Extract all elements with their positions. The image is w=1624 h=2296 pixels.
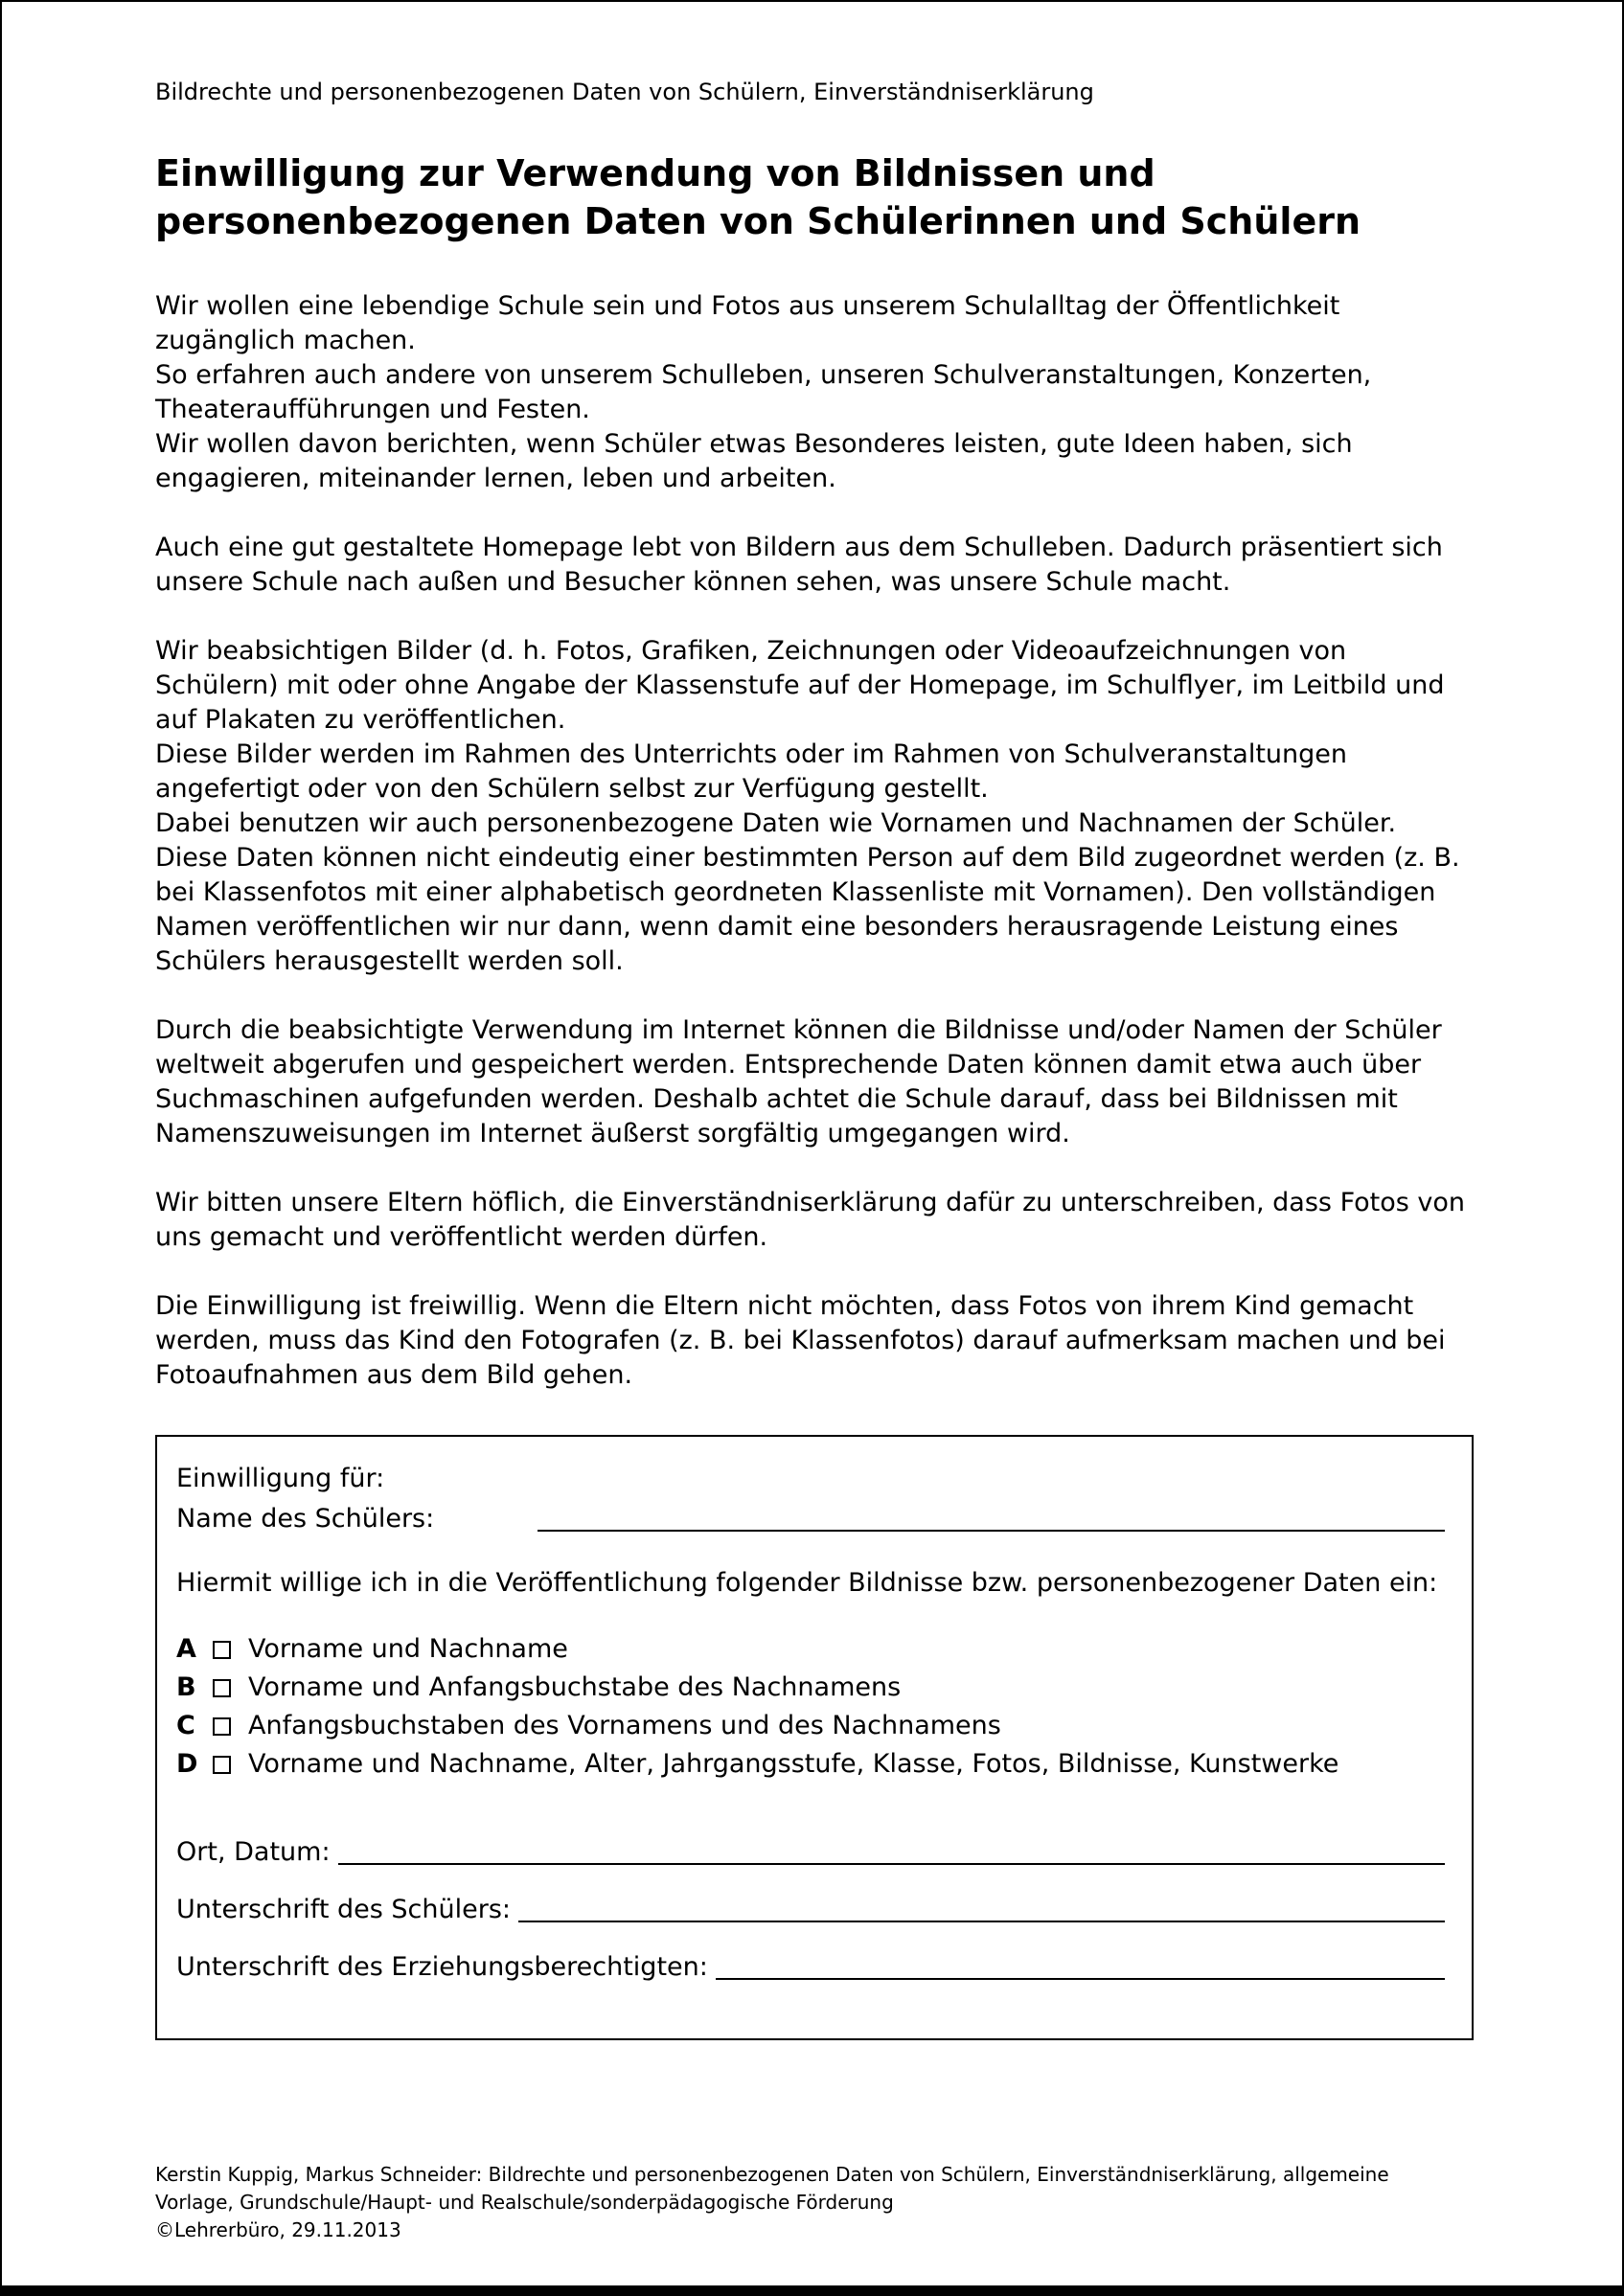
paragraph-sentence: Dabei benutzen wir auch personenbezogene Daten wie Vornamen und Nachnamen der Schüler. Diese Daten können nicht eindeutig einer bestimmten Person auf dem Bild zugeordnet werden (z. B. bei Klassenfotos mit einer alphabetisch geordneten Klassenliste mit Vornamen). Den vollständigen Namen veröffentlichen wir nur dann, wenn damit eine besonders herausragende Leistung eines Schülers herausgestellt werden soll. — [155, 808, 1460, 977]
unterschrift-erziehungsberechtigte-input-line[interactable] — [716, 1978, 1445, 1980]
unterschrift-erziehungsberechtigte-label: Unterschrift des Erziehungsberechtigten: — [176, 1952, 708, 1983]
paragraph-sentence: Diese Bilder werden im Rahmen des Unterrichts oder im Rahmen von Schulveranstaltungen angefertigt oder von den Schülern selbst zur Verfügung gestellt. — [155, 739, 1347, 805]
paragraph-sentence: Durch die beabsichtigte Verwendung im Internet können die Bildnisse und/oder Namen der Schüler weltweit abgerufen und gespeichert werden. Entsprechende Daten können damit etwa auch über Suchmaschinen aufgefunden werden. Deshalb achtet die Schule darauf, dass bei Bildnissen mit Namenszuweisungen im Internet äußerst sorgfältig umgegangen wird. — [155, 1015, 1442, 1149]
paragraph-sentence: Auch eine gut gestaltete Homepage lebt von Bildern aus dem Schulleben. Dadurch präsentiert sich unsere Schule nach außen und Besucher können sehen, was unsere Schule macht. — [155, 533, 1443, 598]
option-letter-d: D — [176, 1749, 198, 1780]
paragraph-sentence: Wir wollen davon berichten, wenn Schüler etwas Besonderes leisten, gute Ideen haben, sich engagieren, miteinander lernen, leben und arbeiten. — [155, 429, 1353, 494]
option-label-b: Vorname und Anfangsbuchstabe des Nachnamens — [248, 1672, 902, 1703]
checkbox-d[interactable] — [213, 1756, 231, 1774]
option-label-a: Vorname und Nachname — [248, 1634, 568, 1665]
checkbox-b[interactable] — [213, 1679, 231, 1697]
option-letter-c: C — [176, 1711, 195, 1741]
paragraph — [155, 1013, 1474, 1151]
unterschrift-schueler-row — [176, 1883, 1445, 1929]
checkbox-c[interactable] — [213, 1717, 231, 1736]
option-label-c: Anfangsbuchstaben des Vornamens und des Nachnamens — [248, 1711, 1001, 1741]
paragraph-sentence: Wir bitten unsere Eltern höflich, die Einverständniserklärung dafür zu unterschreiben, dass Fotos von uns gemacht und veröffentlicht werden dürfen. — [155, 1188, 1466, 1253]
title-line-1: Einwilligung zur Verwendung von Bildnissen und — [155, 152, 1155, 194]
ort-datum-row — [176, 1826, 1445, 1872]
option-letter-b: B — [176, 1672, 196, 1703]
page-bottom-edge-bar — [2, 2285, 1622, 2294]
footer-line-2: Vorlage, Grundschule/Haupt- und Realschule/sonderpädagogische Förderung — [155, 2191, 894, 2214]
document-footer — [155, 2161, 1507, 2244]
footer-line-3: ©Lehrerbüro, 29.11.2013 — [155, 2218, 401, 2241]
paragraph-sentence: Die Einwilligung ist freiwillig. Wenn die Eltern nicht möchten, dass Fotos von ihrem Kind gemacht werden, muss das Kind den Fotografen (z. B. bei Klassenfotos) darauf aufmerksam machen und bei Fotoaufnahmen aus dem Bild gehen. — [155, 1291, 1446, 1391]
consent-box — [155, 1435, 1474, 2040]
unterschrift-erziehungsberechtigte-row — [176, 1941, 1445, 1987]
document-content — [2, 2, 1622, 2040]
ort-datum-input-line[interactable] — [338, 1863, 1445, 1865]
title-line-2: personenbezogenen Daten von Schülerinnen und Schülern — [155, 200, 1361, 243]
option-row-c — [176, 1707, 1445, 1745]
paragraph — [155, 1186, 1474, 1255]
checkbox-a[interactable] — [213, 1641, 231, 1659]
paragraph — [155, 531, 1474, 600]
ort-datum-label: Ort, Datum: — [176, 1837, 331, 1868]
einwilligung-fuer-label: Einwilligung für: — [176, 1464, 385, 1494]
unterschrift-schueler-label: Unterschrift des Schülers: — [176, 1895, 511, 1925]
name-des-schuelers-label: Name des Schülers: — [176, 1504, 435, 1534]
consent-options — [176, 1630, 1445, 1784]
paragraph — [155, 1289, 1474, 1393]
document-title — [155, 149, 1474, 245]
option-label-d: Vorname und Nachname, Alter, Jahrgangsstufe, Klasse, Fotos, Bildnisse, Kunstwerke — [248, 1749, 1339, 1780]
name-row — [176, 1498, 1445, 1538]
paragraph — [155, 289, 1474, 496]
document-header: Bildrechte und personenbezogenen Daten von Schülern, Einverständniserklärung — [155, 79, 1094, 105]
name-input-line[interactable] — [538, 1530, 1445, 1532]
option-row-a — [176, 1630, 1445, 1669]
paragraph — [155, 634, 1474, 979]
option-row-d — [176, 1745, 1445, 1784]
option-row-b — [176, 1669, 1445, 1707]
option-letter-a: A — [176, 1634, 196, 1665]
consent-intro: Hiermit willige ich in die Veröffentlichung folgender Bildnisse bzw. personenbezogener Daten ein: — [176, 1568, 1438, 1599]
footer-line-1: Kerstin Kuppig, Markus Schneider: Bildrechte und personenbezogenen Daten von Schülern, Einverständniserklärung, allgemeine — [155, 2163, 1389, 2186]
paragraph-sentence: Wir wollen eine lebendige Schule sein und Fotos aus unserem Schulalltag der Öffentlichkeit zugänglich machen. — [155, 291, 1340, 356]
paragraph-sentence: Wir beabsichtigen Bilder (d. h. Fotos, Grafiken, Zeichnungen oder Videoaufzeichnungen von Schülern) mit oder ohne Angabe der Klassenstufe auf der Homepage, im Schulflyer, im Leitbild und auf Plakaten zu veröffentlichen. — [155, 636, 1445, 736]
paragraph-sentence: So erfahren auch andere von unserem Schulleben, unseren Schulveranstaltungen, Konzerten, Theateraufführungen und Festen. — [155, 360, 1372, 425]
unterschrift-schueler-input-line[interactable] — [518, 1921, 1445, 1922]
